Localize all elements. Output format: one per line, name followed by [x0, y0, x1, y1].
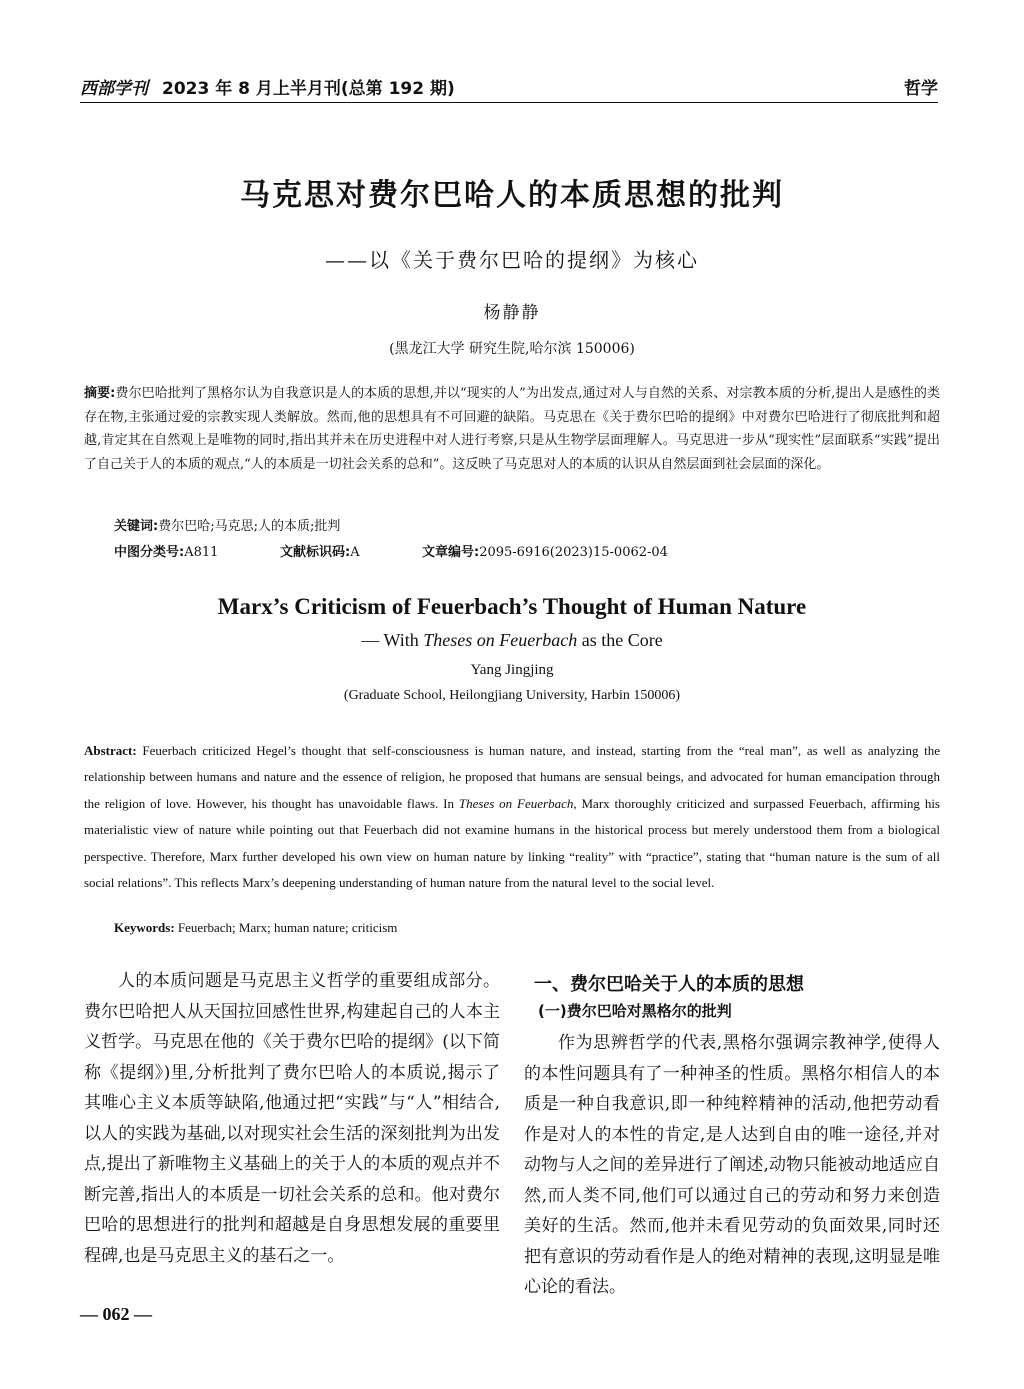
keywords-label: 关键词: [114, 519, 159, 534]
keywords-en-label: Keywords: [114, 920, 175, 935]
subsection-heading: (一)费尔巴哈对黑格尔的批判 [538, 1002, 732, 1020]
article-number: 文章编号:2095-6916(2023)15-0062-04 [422, 545, 668, 560]
section-heading: 一、费尔巴哈关于人的本质的思想 [534, 974, 804, 995]
keywords-chinese [114, 515, 340, 534]
clc-number: 中图分类号:A811 [114, 545, 219, 560]
abstract-label: 摘要: [84, 386, 116, 401]
section-category: 哲学 [904, 79, 938, 99]
document-code: 文献标识码:A [280, 545, 360, 560]
keywords-english: Keywords: Feuerbach; Marx; human nature; criticism [114, 920, 398, 935]
right-column [524, 966, 940, 1303]
issue-info: 2023 年 8 月上半月刊(总第 192 期) [162, 79, 455, 99]
abstract-text: 费尔巴哈批判了黑格尔认为自我意识是人的本质的思想,并以“现实的人”为出发点,通过对人与自然的关系、对宗教本质的分析,提出人是感性的类存在物,主张通过爱的宗教实现人类解放。然而,他的思想具有不可回避的缺陷。马克思在《关于费尔巴哈的提纲》中对费尔巴哈进行了彻底批判和超越,肯定其在自然观上是唯物的同时,指出其并未在历史进程中对人进行考察,只是从生物学层面理解人。马克思进一步从“现实性”层面联系“实践”提出了自己关于人的本质的观点,“人的本质是一切社会关系的总和”。这反映了马克思对人的本质的认识从自然层面到社会层面的深化。 [84, 386, 940, 472]
running-header [80, 70, 938, 103]
abstract-english: Abstract: Feuerbach criticized Hegel’s thought that self-consciousness is human nature, and instead, starting from the “real man”, as well as analyzing the relationship between humans and nature and the essence of religion, he proposed that humans are sensual beings, and advocated for human emancipation through the religion of love. However, his thought has unavoidable flaws. In Theses on Feuerbach, Marx thoroughly criticized and surpassed Feuerbach, affirming his materialistic view of nature while pointing out that Feuerbach did not examine humans in the historical process but merely understood them from a biological perspective. Therefore, Marx further developed his own view on human nature by linking “reality” with “practice”, stating that “human nature is the sum of all social relations”. This reflects Marx’s deepening understanding of human nature from the natural level to the social level. [84, 743, 941, 891]
keywords-text: 费尔巴哈;马克思;人的本质;批判 [158, 519, 341, 534]
english-affiliation: (Graduate School, Heilongjiang University, Harbin 150006) [343, 688, 681, 703]
english-title: Marx’s Criticism of Feuerbach’s Thought of Human Nature [217, 594, 807, 619]
intro-paragraph: 人的本质问题是马克思主义哲学的重要组成部分。费尔巴哈把人从天国拉回感性世界,构建起自己的人本主义哲学。马克思在他的《关于费尔巴哈的提纲》(以下简称《提纲》)里,分析批判了费尔巴哈人的本质说,揭示了其唯心主义本质等缺陷,他通过把“实践”与“人”相结合,以人的实践为基础,以对现实社会生活的深刻批判为出发点,提出了新唯物主义基础上的关于人的本质的观点并不断完善,指出人的本质是一切社会关系的总和。他对费尔巴哈的思想进行的批判和超越是自身思想发展的重要里程碑,也是马克思主义的基石之一。 [84, 971, 500, 1266]
page-number: — 062 — [80, 1304, 152, 1324]
english-subtitle: — With Theses on Feuerbach as the Core [361, 630, 663, 650]
article-subtitle: ——以《关于费尔巴哈的提纲》为核心 [325, 248, 699, 272]
article-title: 马克思对费尔巴哈人的本质思想的批判 [240, 178, 784, 213]
body-paragraph: 作为思辨哲学的代表,黑格尔强调宗教神学,使得人的本性问题具有了一种神圣的性质。黑格尔相信人的本质是一种自我意识,即一种纯粹精神的活动,他把劳动看作是对人的本性的肯定,是人达到自由的唯一途径,并对动物与人之间的差异进行了阐述,动物只能被动地适应自然,而人类不同,他们可以通过自己的劳动和努力来创造美好的生活。然而,他并未看见劳动的负面效果,同时还把有意识的劳动看作是人的绝对精神的表现,这明显是唯心论的看法。 [524, 1033, 940, 1297]
author-affiliation: (黑龙江大学 研究生院,哈尔滨 150006) [389, 341, 635, 357]
english-author: Yang Jingjing [470, 662, 554, 678]
abstract-en-label: Abstract: [84, 743, 137, 758]
author-name: 杨静静 [483, 303, 541, 323]
journal-name: 西部学刊 [80, 79, 148, 99]
abstract-chinese [84, 382, 940, 476]
